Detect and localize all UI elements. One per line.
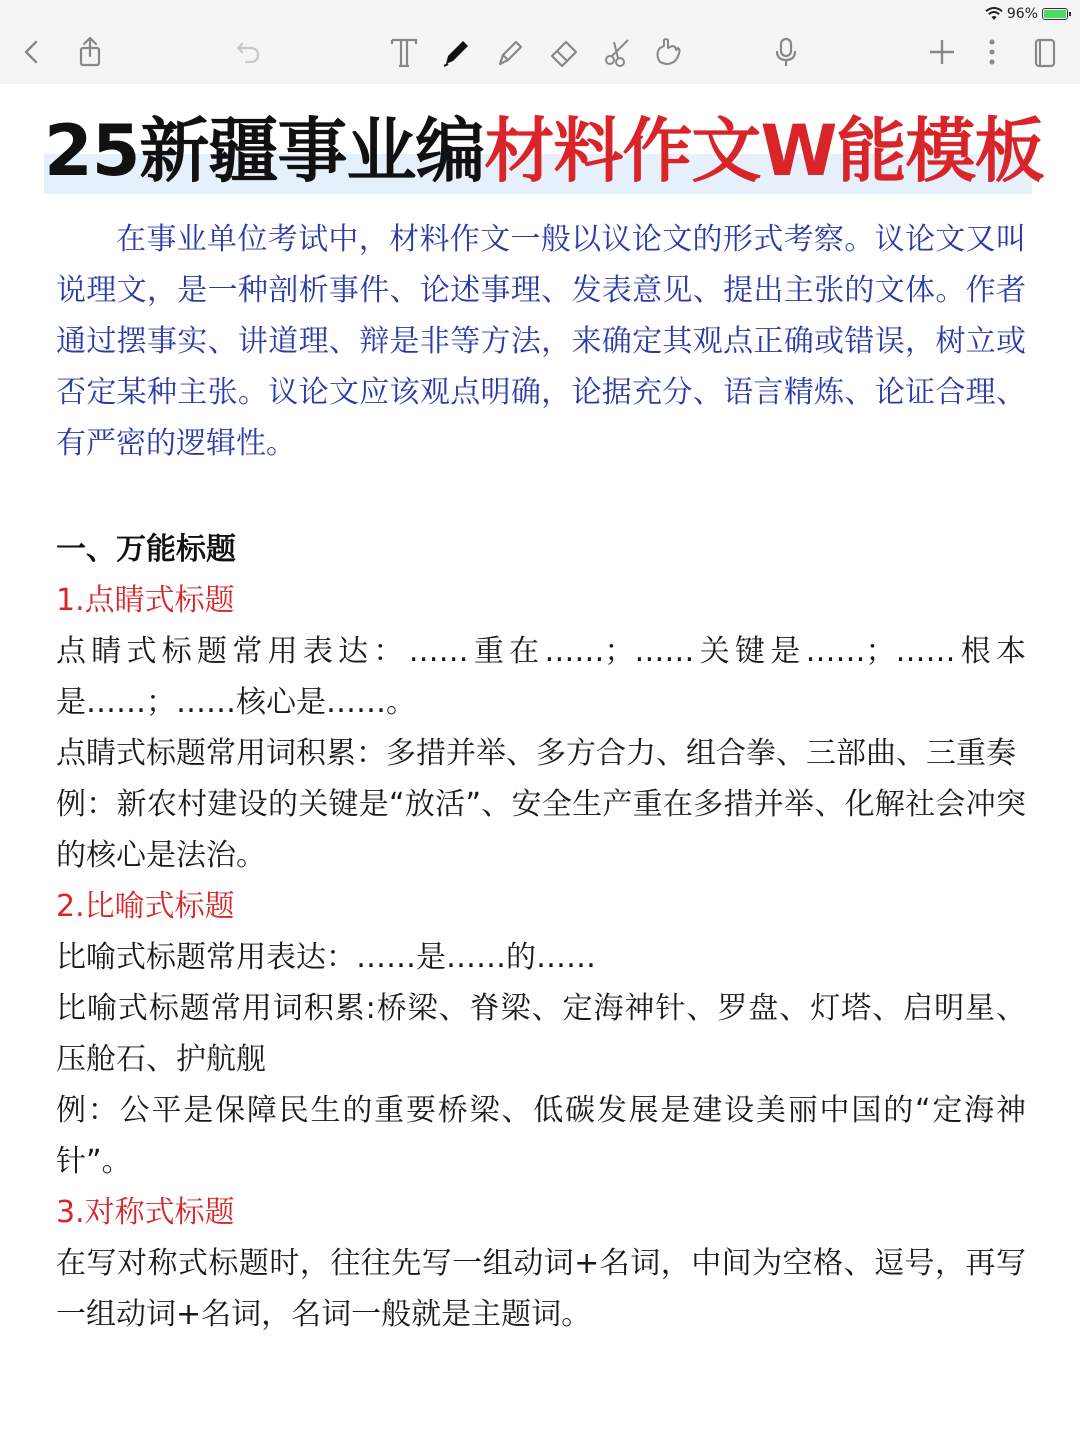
microphone-icon[interactable] bbox=[764, 30, 808, 74]
title-red-part: 材料作文W能模板 bbox=[484, 110, 1044, 192]
subsection-heading-2: 2.比喻式标题 bbox=[56, 889, 235, 924]
subsection-heading-1: 1.点睛式标题 bbox=[56, 583, 235, 618]
title-black-part: 25新疆事业编 bbox=[44, 110, 485, 192]
paragraph: 比喻式标题常用表达：……是……的…… bbox=[56, 940, 596, 975]
paragraph: 点睛式标题常用词积累：多措并举、多方合力、组合拳、三部曲、三重奏 bbox=[56, 736, 1016, 771]
document-title-block bbox=[44, 106, 1044, 194]
battery-percent: 96% bbox=[1006, 6, 1038, 22]
back-chevron-icon[interactable] bbox=[10, 30, 54, 74]
lasso-scissors-icon[interactable] bbox=[596, 30, 640, 74]
subsection-heading-3: 3.对称式标题 bbox=[56, 1195, 235, 1230]
undo-icon[interactable] bbox=[226, 30, 270, 74]
document-body bbox=[56, 524, 1026, 1340]
pen-tool-icon[interactable] bbox=[434, 30, 478, 74]
wifi-icon bbox=[985, 7, 1003, 21]
share-icon[interactable] bbox=[68, 30, 112, 74]
paragraph: 点睛式标题常用表达：……重在……；……关键是……；……根本是……；……核心是……。 bbox=[56, 634, 1026, 720]
paragraph: 例：新农村建设的关键是“放活”、安全生产重在多措并举、化解社会冲突的核心是法治。 bbox=[56, 787, 1026, 873]
paragraph: 例：公平是保障民生的重要桥梁、低碳发展是建设美丽中国的“定海神针”。 bbox=[56, 1093, 1026, 1179]
more-icon[interactable] bbox=[970, 30, 1014, 74]
battery-icon bbox=[1042, 8, 1068, 20]
paragraph: 在写对称式标题时，往往先写一组动词+名词，中间为空格、逗号，再写一组动词+名词，名词一般就是主题词。 bbox=[56, 1246, 1026, 1332]
highlighter-icon[interactable] bbox=[488, 30, 532, 74]
text-tool-icon[interactable] bbox=[382, 30, 426, 74]
eraser-icon[interactable] bbox=[542, 30, 586, 74]
status-bar bbox=[985, 4, 1068, 24]
section-heading: 一、万能标题 bbox=[56, 532, 236, 567]
page-view-icon[interactable] bbox=[1022, 30, 1066, 74]
shape-hand-icon[interactable] bbox=[646, 30, 690, 74]
add-icon[interactable] bbox=[920, 30, 964, 74]
paragraph: 比喻式标题常用词积累:桥梁、脊梁、定海神针、罗盘、灯塔、启明星、压舱石、护航舰 bbox=[56, 991, 1026, 1077]
page-title bbox=[44, 106, 1044, 196]
intro-paragraph: 在事业单位考试中，材料作文一般以议论文的形式考察。议论文又叫说理文，是一种剖析事件、论述事理、发表意见、提出主张的文体。作者通过摆事实、讲道理、辩是非等方法，来确定其观点正确或错误，树立或否定某种主张。议论文应该观点明确，论据充分、语言精炼、论证合理、有严密的逻辑性。 bbox=[56, 222, 1026, 461]
top-toolbar bbox=[0, 0, 1080, 84]
